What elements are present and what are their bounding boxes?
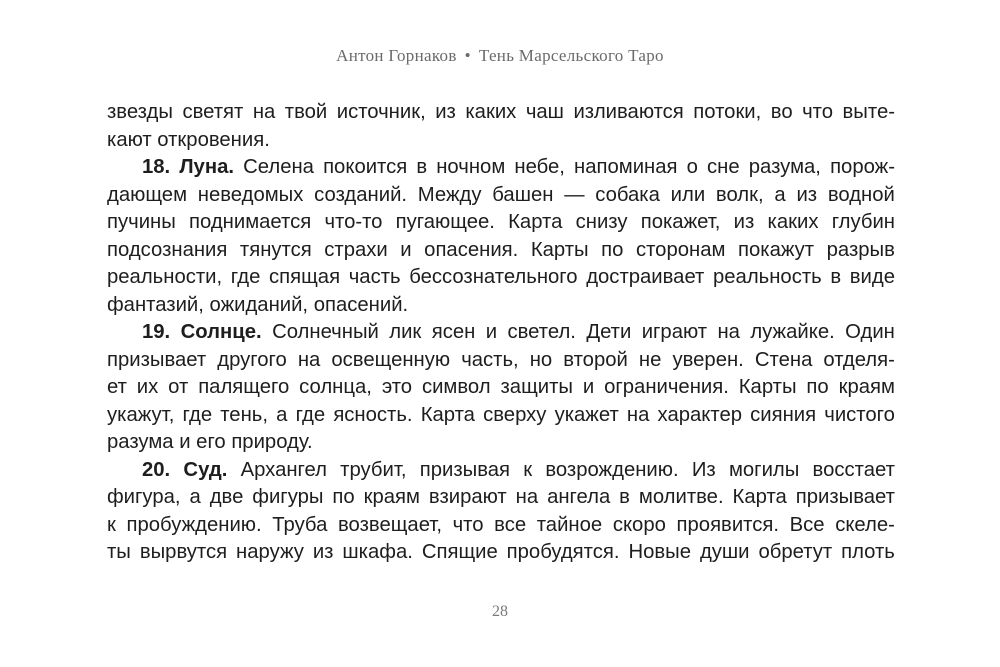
word: души (699, 541, 750, 563)
word: скоро (612, 513, 666, 536)
word: лик (389, 321, 422, 343)
word: небе, (514, 156, 565, 178)
word: тень, (220, 403, 268, 426)
word: разума (107, 431, 174, 453)
text-line (107, 127, 895, 155)
word: сверху (483, 403, 547, 426)
word: другого (217, 348, 287, 371)
word: часть (348, 266, 401, 288)
word: Селена (243, 156, 314, 178)
word: источник, (336, 101, 426, 123)
word: пучины (107, 211, 176, 233)
text-line (107, 154, 895, 182)
word: откровения. (157, 128, 270, 151)
word: пробуждению. (126, 513, 262, 536)
word: созданий. (314, 183, 408, 206)
word: а (189, 486, 201, 508)
word: где (182, 403, 213, 426)
word: разрыв (826, 238, 895, 261)
word: твой (284, 101, 328, 123)
word: укажут, (107, 403, 175, 426)
word: Один (845, 321, 895, 343)
word: пробудятся. (506, 541, 620, 563)
word: вырвутся (139, 541, 228, 563)
word: чистого (824, 403, 895, 426)
word: каких (465, 101, 517, 123)
word: и (179, 431, 191, 453)
text-line (107, 457, 895, 485)
section-heading-word: 19. (142, 321, 171, 343)
word: молитве. (638, 486, 724, 508)
word: виде (849, 266, 895, 288)
word: характер (657, 403, 743, 426)
author-name: Антон Горнаков (336, 46, 457, 65)
word: дающем (107, 183, 188, 206)
word: фигуры (252, 486, 324, 508)
word: о (686, 156, 698, 178)
word: светят (182, 101, 244, 123)
word: их (136, 376, 159, 398)
word: сне (707, 156, 740, 178)
word: от (168, 376, 189, 398)
section-heading-word: Суд. (183, 458, 228, 481)
section-heading-word: 20. (142, 458, 171, 481)
section-heading-word: 18. (142, 156, 171, 178)
word: Стена (754, 348, 813, 371)
text-line (107, 319, 895, 347)
word: ясен (431, 321, 476, 343)
word: поднимается (189, 211, 312, 233)
word: Из (691, 458, 716, 481)
word: из (312, 541, 334, 563)
word: второй (563, 348, 628, 371)
word: и (485, 321, 498, 343)
word: пугающее. (395, 211, 495, 233)
word: а (774, 183, 786, 206)
word: Солнечный (272, 321, 379, 343)
word: во (770, 101, 793, 123)
word: проявится. (676, 513, 779, 536)
word: башен (492, 183, 554, 206)
word: призывая (419, 458, 511, 481)
word: спящая (269, 266, 341, 288)
word: страхи (324, 238, 388, 261)
word: снизу (575, 211, 628, 233)
word: достраивает (586, 266, 705, 288)
word: играют (641, 321, 708, 343)
word: освещенную (331, 348, 451, 371)
word: изливаются (573, 101, 684, 123)
word: где (295, 403, 326, 426)
word: Новые (628, 541, 691, 563)
word: ночном (436, 156, 506, 178)
word: по (806, 376, 829, 398)
word: это (381, 376, 413, 398)
word: светел. (507, 321, 576, 343)
word: призывает (107, 348, 207, 371)
word: ожиданий, (209, 293, 309, 316)
word: покажет, (640, 211, 721, 233)
word: укажет (554, 403, 619, 426)
text-line (107, 182, 895, 210)
word: ет (107, 376, 127, 398)
word: Все (789, 513, 825, 536)
word: реальность (712, 266, 822, 288)
word: — (564, 183, 585, 206)
word: Карта (420, 403, 475, 426)
page-number: 28 (492, 603, 508, 620)
word: часть, (461, 348, 519, 371)
word: тайное (536, 513, 603, 536)
word: из (435, 101, 456, 123)
word: ясность. (333, 403, 413, 426)
word: фигура, (107, 486, 181, 508)
word: скеле- (835, 513, 895, 536)
word: а (276, 403, 288, 426)
word: чаш (525, 101, 564, 123)
word: в (416, 156, 428, 178)
word: и (400, 238, 412, 261)
word: взирают (428, 486, 507, 508)
word: Архангел (240, 458, 327, 481)
section-heading-word: Луна. (179, 156, 234, 178)
word: ограничения. (604, 376, 729, 398)
word: краям (363, 486, 420, 508)
text-line (107, 209, 895, 237)
word: на (515, 486, 539, 508)
word: подсознания (107, 238, 228, 261)
word: звезды (107, 101, 173, 123)
word: тянутся (239, 238, 312, 261)
word: восстает (812, 458, 895, 481)
word: уверен. (672, 348, 744, 371)
word: опасений. (313, 293, 409, 316)
word: по (332, 486, 355, 508)
word: Труба (272, 513, 328, 536)
text-line (107, 539, 895, 567)
word: волк, (715, 183, 764, 206)
word: на (626, 403, 650, 426)
text-line (107, 429, 895, 457)
text-line (107, 237, 895, 265)
word: обретут (758, 541, 833, 563)
word: его (196, 431, 226, 453)
word: защиты (500, 376, 573, 398)
word: все (494, 513, 527, 536)
word: Карта (732, 486, 787, 508)
word: Спящие (421, 541, 498, 563)
text-line (107, 99, 895, 127)
word: в (619, 486, 630, 508)
word: не (638, 348, 662, 371)
word: возвещает, (338, 513, 442, 536)
text-line (107, 292, 895, 320)
word: но (529, 348, 553, 371)
word: две (209, 486, 244, 508)
word: в (830, 266, 842, 288)
text-line (107, 484, 895, 512)
word: что (452, 513, 484, 536)
word: глубин (831, 211, 895, 233)
word: на (297, 348, 321, 371)
word: Карта (508, 211, 563, 233)
body-text (107, 99, 895, 567)
word: на (252, 101, 276, 123)
word: могилы (728, 458, 800, 481)
word: Дети (586, 321, 632, 343)
word: отделя- (823, 348, 895, 371)
word: бессознательного (409, 266, 578, 288)
word: реальности, (107, 266, 223, 288)
word: и (582, 376, 595, 398)
word: возрождению. (545, 458, 679, 481)
word: опасения. (424, 238, 519, 261)
text-line (107, 347, 895, 375)
text-line (107, 264, 895, 292)
word: к (523, 458, 533, 481)
word: наружу (236, 541, 304, 563)
word: из (733, 211, 755, 233)
word: потоки, (693, 101, 762, 123)
word: каких (767, 211, 819, 233)
word: из (796, 183, 818, 206)
word: сияния (750, 403, 817, 426)
word: покоится (323, 156, 408, 178)
word: Карты (738, 376, 797, 398)
word: напоминая (574, 156, 678, 178)
word: ты (107, 541, 131, 563)
section-heading-word: Солнце. (180, 321, 262, 343)
word: что (802, 101, 834, 123)
word: символ (421, 376, 491, 398)
word: кают (107, 128, 152, 151)
word: выте- (842, 101, 895, 123)
word: собака (595, 183, 660, 206)
word: Между (417, 183, 482, 206)
word: шкафа. (342, 541, 413, 563)
word: порож- (830, 156, 895, 178)
running-head (0, 46, 1000, 66)
word: фантазий, (107, 293, 204, 316)
word: на (717, 321, 740, 343)
text-line (107, 402, 895, 430)
word: по (601, 238, 624, 261)
word: что-то (324, 211, 383, 233)
word: неведомых (197, 183, 304, 206)
word: или (670, 183, 706, 206)
word: сторонам (635, 238, 726, 261)
word: плоть (841, 541, 895, 563)
word: Карты (530, 238, 589, 261)
word: природу. (231, 431, 313, 453)
word: покажут (738, 238, 815, 261)
word: палящего (198, 376, 290, 398)
word: водной (827, 183, 895, 206)
word: солнца, (299, 376, 372, 398)
text-line (107, 512, 895, 540)
word: ангела (547, 486, 611, 508)
word: лужайке. (750, 321, 835, 343)
header-separator: • (464, 46, 471, 65)
word: разума, (748, 156, 821, 178)
word: призывает (795, 486, 895, 508)
text-line (107, 374, 895, 402)
book-title: Тень Марсельского Таро (478, 46, 664, 65)
word: трубит, (340, 458, 407, 481)
word: где (230, 266, 261, 288)
word: краям (838, 376, 895, 398)
word: к (107, 513, 116, 536)
